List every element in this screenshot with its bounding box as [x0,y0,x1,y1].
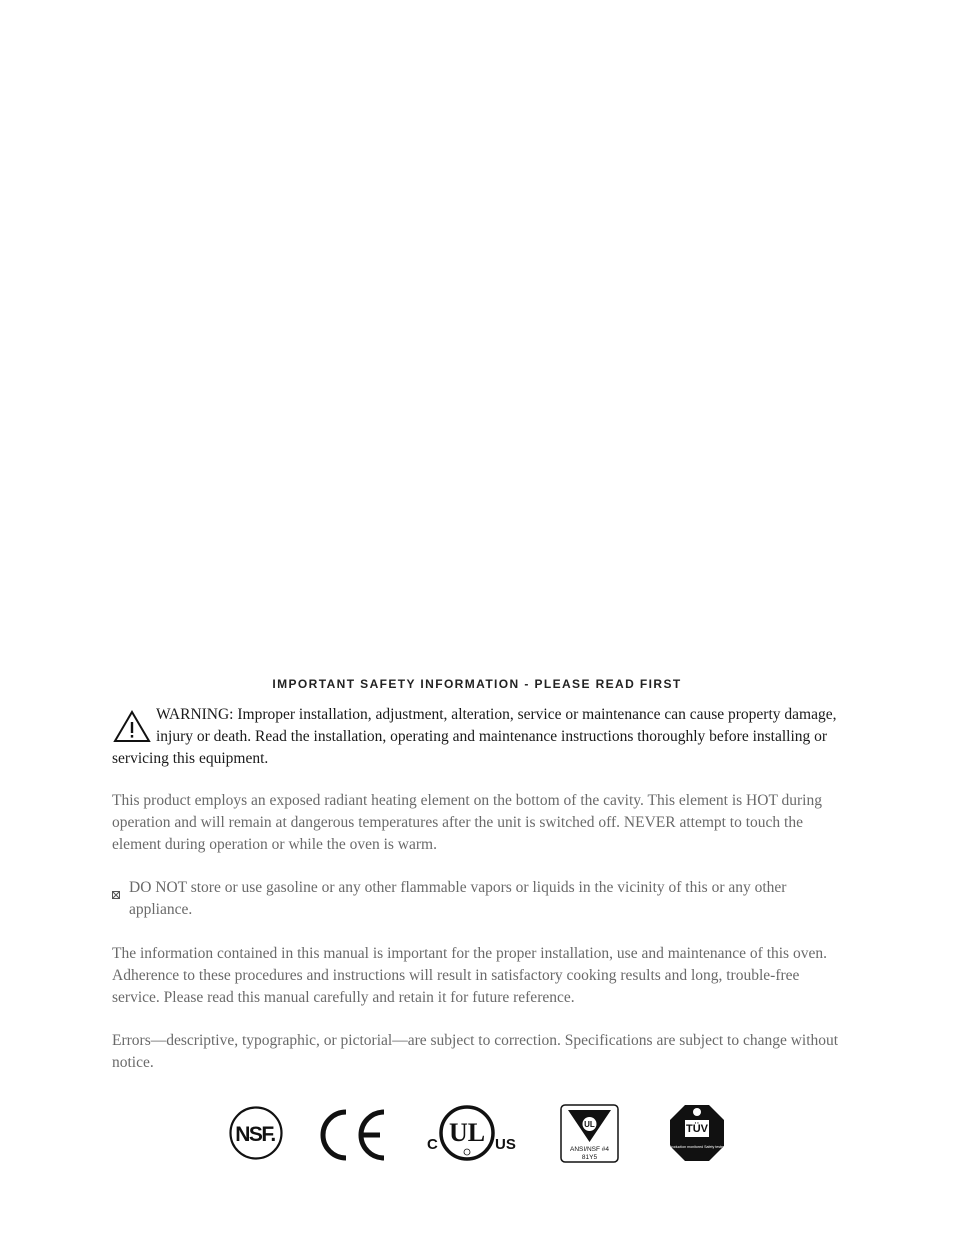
ul-sanitation-line1: ANSI/NSF #4 [569,1146,610,1153]
certification-logos [0,1100,954,1170]
ul-sanitation-line2: 81Y5 [581,1154,598,1161]
ul-sanitation-logo [560,1104,619,1163]
tuv-text: TÜV [686,1123,708,1135]
svg-text:UL: UL [584,1120,595,1129]
heating-element-paragraph: This product employs an exposed radiant heating element on the bottom of the cavity. This element is HOT during operation and will remain at dangerous temperatures after the unit is switched off. NEVER attempt to touch the element during operation or while the oven is warm. [112,792,822,853]
flammable-warning-item [112,877,847,921]
ul-c-text: C [427,1136,438,1153]
safety-heading: IMPORTANT SAFETY INFORMATION - PLEASE READ FIRST [272,677,682,691]
tuv-logo [668,1103,726,1163]
manual-importance-paragraph: The information contained in this manual is important for the proper installation, use and maintenance of this oven. Adherence to these procedures and instructions will result in satisfactory cooking results and long, trouble-free service. Please read this manual carefully and retain it for future reference. [112,945,827,1006]
ce-mark-text: CE [320,1108,322,1109]
nsf-logo-text: NSF. [235,1123,275,1146]
errors-disclaimer-paragraph: Errors—descriptive, typographic, or pictorial—are subject to correction. Specifications are subject to change without notice. [112,1032,839,1071]
warning-paragraph [112,704,842,770]
c-ul-us-logo [425,1104,520,1162]
ul-text: UL [448,1118,486,1147]
flammable-warning-text: DO NOT store or use gasoline or any other flammable vapors or liquids in the vicinity of this or any other appliance. [129,879,787,918]
tuv-caption: Production monitored Safety tested [668,1145,726,1149]
warning-triangle-icon [112,704,152,744]
ul-us-text: US [495,1136,516,1153]
warning-text: WARNING: Improper installation, adjustment, alteration, service or maintenance can cause property damage, injury or death. Read the installation, operating and maintenance instructions thoroughly before installing or servicing this equipment. [112,706,837,767]
nsf-logo [229,1106,283,1160]
ce-mark-logo [320,1108,388,1162]
checkbox-bullet-icon [112,884,120,892]
